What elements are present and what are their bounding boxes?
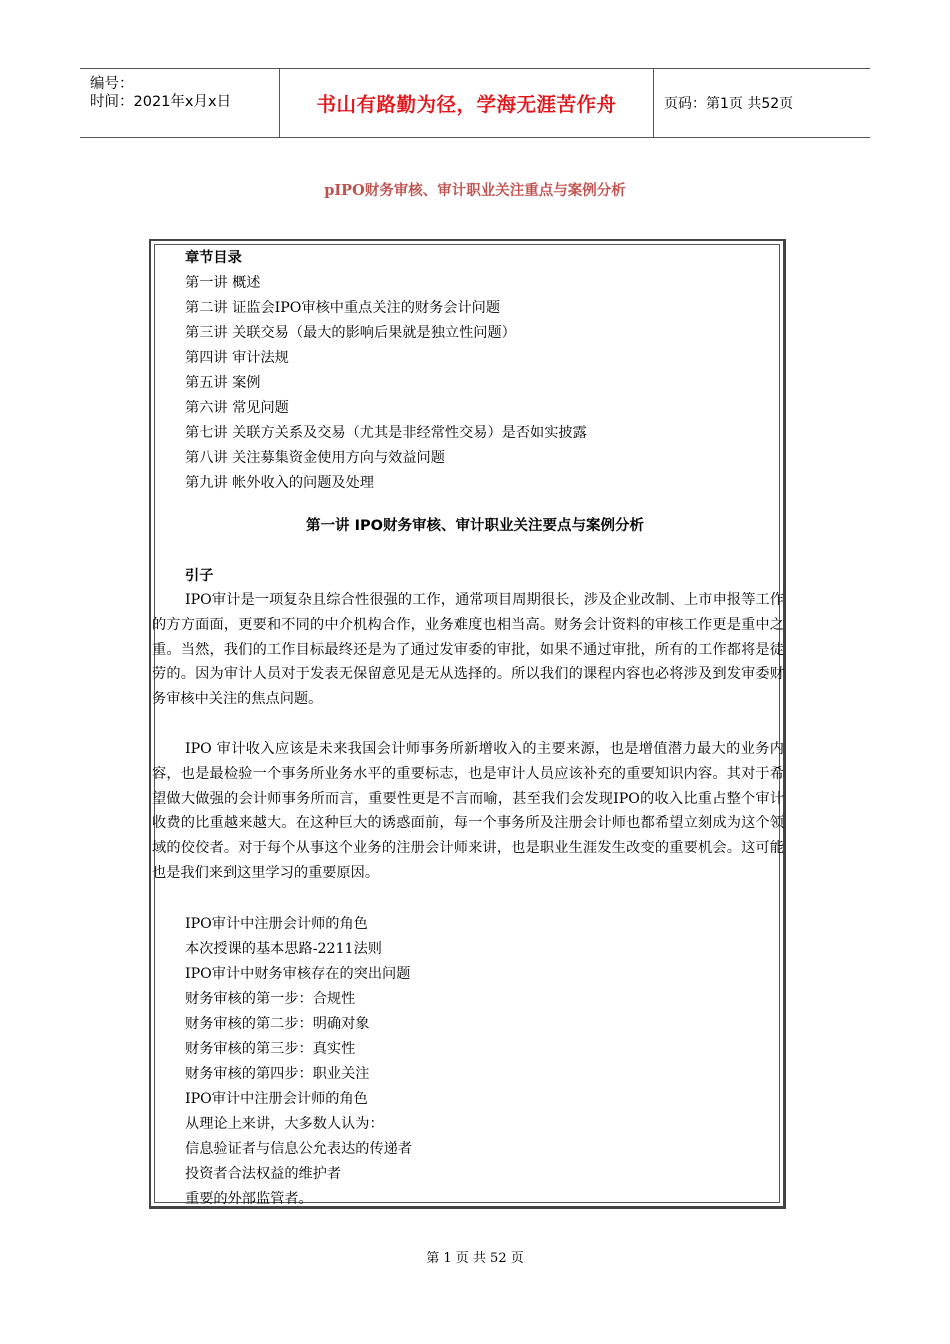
text-line: 财务审核的第一步：合规性 (185, 991, 356, 1007)
toc-item: 第三讲 关联交易（最大的影响后果就是独立性问题） (185, 325, 516, 341)
text-line: 投资者合法权益的维护者 (185, 1166, 342, 1182)
document-title: pIPO财务审核、审计职业关注重点与案例分析 (324, 182, 626, 199)
text-line: 信息验证者与信息公允表达的传递者 (185, 1141, 413, 1157)
text-line: IPO审计中注册会计师的角色 (185, 1091, 368, 1107)
text-line: IPO审计中注册会计师的角色 (185, 916, 368, 932)
toc-item: 第一讲 概述 (185, 275, 261, 291)
time-label: 时间：2021年x月x日 (90, 94, 232, 110)
toc-item: 第七讲 关联方关系及交易（尤其是非经常性交易）是否如实披露 (185, 425, 587, 441)
toc-heading: 章节目录 (185, 250, 242, 266)
header-page-info-cell (654, 69, 870, 137)
paragraph: IPO 审计收入应该是未来我国会计师事务所新增收入的主要来源，也是增值潜力最大的业务内容，也是最检验一个事务所业务水平的重要标志，也是审计人员应该补充的重要知识内容。其对于希望做大做强的会计师事务所而言，重要性更是不言而喻，甚至我们会发现IPO的收入比重占整个审计收费的比重越来越大。在这种巨大的诱惑面前，每一个事务所及注册会计师也都希望立刻成为这个领域的佼佼者。对于每个从事这个业务的注册会计师来讲，也是职业生涯发生改变的重要机会。这可能也是我们来到这里学习的重要原因。 (152, 741, 784, 881)
toc-item: 第九讲 帐外收入的问题及处理 (185, 475, 374, 491)
number-label: 编号： (90, 76, 134, 92)
toc-item: 第四讲 审计法规 (185, 350, 289, 366)
header-meta (80, 69, 280, 137)
page-footer: 第 1 页 共 52 页 (426, 1251, 524, 1266)
text-line: 本次授课的基本思路-2211法则 (185, 941, 382, 957)
intro-heading: 引子 (185, 568, 214, 584)
toc-item: 第六讲 常见问题 (185, 400, 289, 416)
motto: 书山有路勤为径，学海无涯苦作舟 (316, 93, 617, 116)
text-line: 财务审核的第三步：真实性 (185, 1041, 356, 1057)
header-motto-cell (280, 69, 654, 137)
text-line: 财务审核的第四步：职业关注 (185, 1066, 370, 1082)
toc-item: 第八讲 关注募集资金使用方向与效益问题 (185, 450, 445, 466)
lecture-heading: 第一讲 IPO财务审核、审计职业关注要点与案例分析 (306, 518, 644, 534)
toc-item: 第二讲 证监会IPO审核中重点关注的财务会计问题 (185, 300, 501, 316)
page-info: 页码：第1页 共52页 (664, 96, 794, 112)
text-line: IPO审计中财务审核存在的突出问题 (185, 966, 411, 982)
text-line: 从理论上来讲，大多数人认为： (185, 1116, 384, 1132)
toc-item: 第五讲 案例 (185, 375, 261, 391)
text-line: 重要的外部监管者。 (185, 1191, 313, 1207)
page-header (80, 68, 870, 138)
paragraph: IPO审计是一项复杂且综合性很强的工作，通常项目周期很长，涉及企业改制、上市申报等工作的方方面面，更要和不同的中介机构合作，业务难度也相当高。财务会计资料的审核工作更是重中之重。当然，我们的工作目标最终还是为了通过发审委的审批，如果不通过审批，所有的工作都将是徒劳的。因为审计人员对于发表无保留意见是无从选择的。所以我们的课程内容也必将涉及到发审委财务审核中关注的焦点问题。 (152, 592, 784, 708)
text-line: 财务审核的第二步：明确对象 (185, 1016, 370, 1032)
